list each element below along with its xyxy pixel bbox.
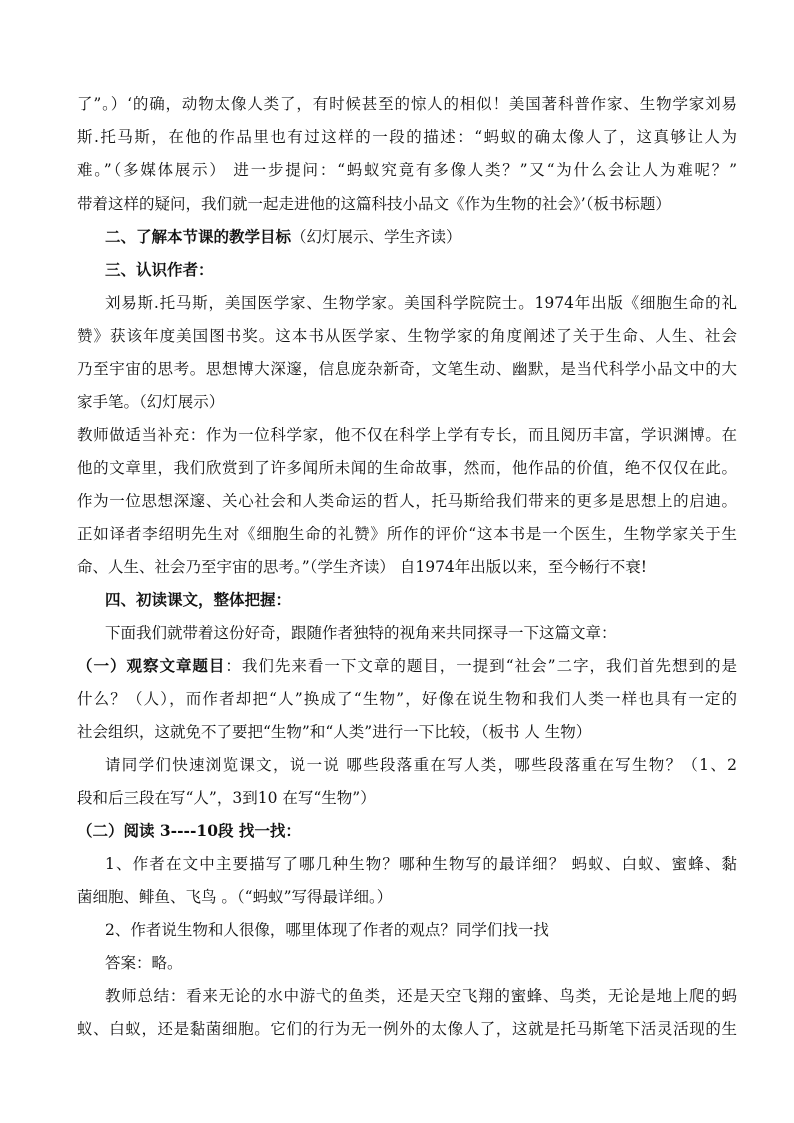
section-heading-3: 三、认识作者：	[105, 260, 214, 279]
section-heading-4: 四、初读课文，整体把握：	[105, 590, 292, 609]
subsection-2: （二）阅读 3----10段 找一找：	[77, 821, 301, 840]
text-line: 正如译者李绍明先生对《细胞生命的礼赞》所作的评价“这本书是一个医生，生物学家关于生	[77, 525, 737, 543]
text-line: 段和后三段在写“人”，3到10 在写“生物”）	[77, 789, 376, 807]
text-line: 什么？（人），而作者却把“人”换成了“生物”，好像在说生物和我们人类一样也具有一定的	[77, 690, 737, 708]
section-heading-2	[105, 227, 765, 247]
text-line: 教师做适当补充：作为一位科学家，他不仅在科学上学有专长，而且阅历丰富，学识渊博。在	[77, 426, 737, 444]
text-line: 蚁、白蚁，还是黏菌细胞。它们的行为无一例外的太像人了，这就是托马斯笔下活灵活现的生	[77, 1020, 737, 1038]
text-line: 作为一位思想深邃、关心社会和人类命运的哲人，托马斯给我们带来的更多是思想上的启迪。	[77, 492, 737, 510]
text-line: 命、人生、社会乃至宇宙的思考。”（学生齐读） 自1974年出版以来，至今畅行不衰!	[77, 558, 648, 576]
text-line: 他的文章里，我们欣赏到了许多闻所未闻的生命故事，然而，他作品的价值，绝不仅仅在此。	[77, 459, 737, 477]
text-line: 刘易斯.托马斯，美国医学家、生物学家。美国科学院院士。1974年出版《细胞生命的礼	[105, 294, 737, 312]
text-line: 答案：略。	[105, 954, 183, 972]
text-line: 乃至宇宙的思考。思想博大深邃，信息庞杂新奇，文笔生动、幽默，是当代科学小品文中的大	[77, 360, 737, 378]
summary-line	[105, 986, 737, 1006]
text-line: 了”。）‘的确，动物太像人类了，有时候甚至的惊人的相似！美国著科普作家、生物学家刘易	[77, 95, 737, 113]
text-line: 下面我们就带着这份好奇，跟随作者独特的视角来共同探寻一下这篇文章：	[105, 624, 617, 642]
text-line: 难。”（多媒体展示） 进一步提问：“蚂蚁究竟有多像人类？”又“为什么会让人为难呢？”	[77, 161, 737, 179]
subsection-rest: ：我们先来看一下文章的题目，一提到“社会”二字，我们首先想到的是	[225, 657, 737, 675]
text-line: 请同学们快速浏览课文，说一说 哪些段落重在写人类，哪些段落重在写生物？（1、2	[105, 756, 737, 774]
text-line: 2、作者说生物和人很像，哪里体现了作者的观点？同学们找一找	[105, 921, 549, 939]
subsection-bold: （一）观察文章题目	[77, 656, 226, 675]
text-line: 斯.托马斯，在他的作品里也有过这样的一段的描述：“蚂蚁的确太像人了，这真够让人为	[77, 128, 737, 146]
heading-rest: （幻灯展示、学生齐读）	[291, 228, 462, 246]
text-line: 带着这样的疑问，我们就一起走进他的这篇科技小品文《作为生物的社会》’（板书标题）	[77, 195, 671, 213]
summary-label: 教师总结	[105, 987, 170, 1005]
text-line: 菌细胞、鲱鱼、飞鸟 。（“蚂蚁”写得最详细。）	[77, 888, 393, 906]
text-line: 1、作者在文中主要描写了哪几种生物？哪种生物写的最详细？ 蚂蚁、白蚁、蜜蜂、黏	[105, 855, 737, 873]
text-line: 赞》获该年度美国图书奖。这本书从医学家、生物学家的角度阐述了关于生命、人生、社会	[77, 327, 737, 345]
text-line: 社会组织，这就免不了要把“生物”和“人类”进行一下比较，（板书 人 生物）	[77, 723, 592, 741]
text-line: 家手笔。（幻灯展示）	[77, 393, 225, 411]
subsection-1	[77, 656, 737, 676]
heading-bold: 二、了解本节课的教学目标	[105, 227, 292, 246]
summary-rest: ：看来无论的水中游弋的鱼类，还是天空飞翔的蜜蜂、鸟类，无论是地上爬的蚂	[169, 987, 737, 1005]
